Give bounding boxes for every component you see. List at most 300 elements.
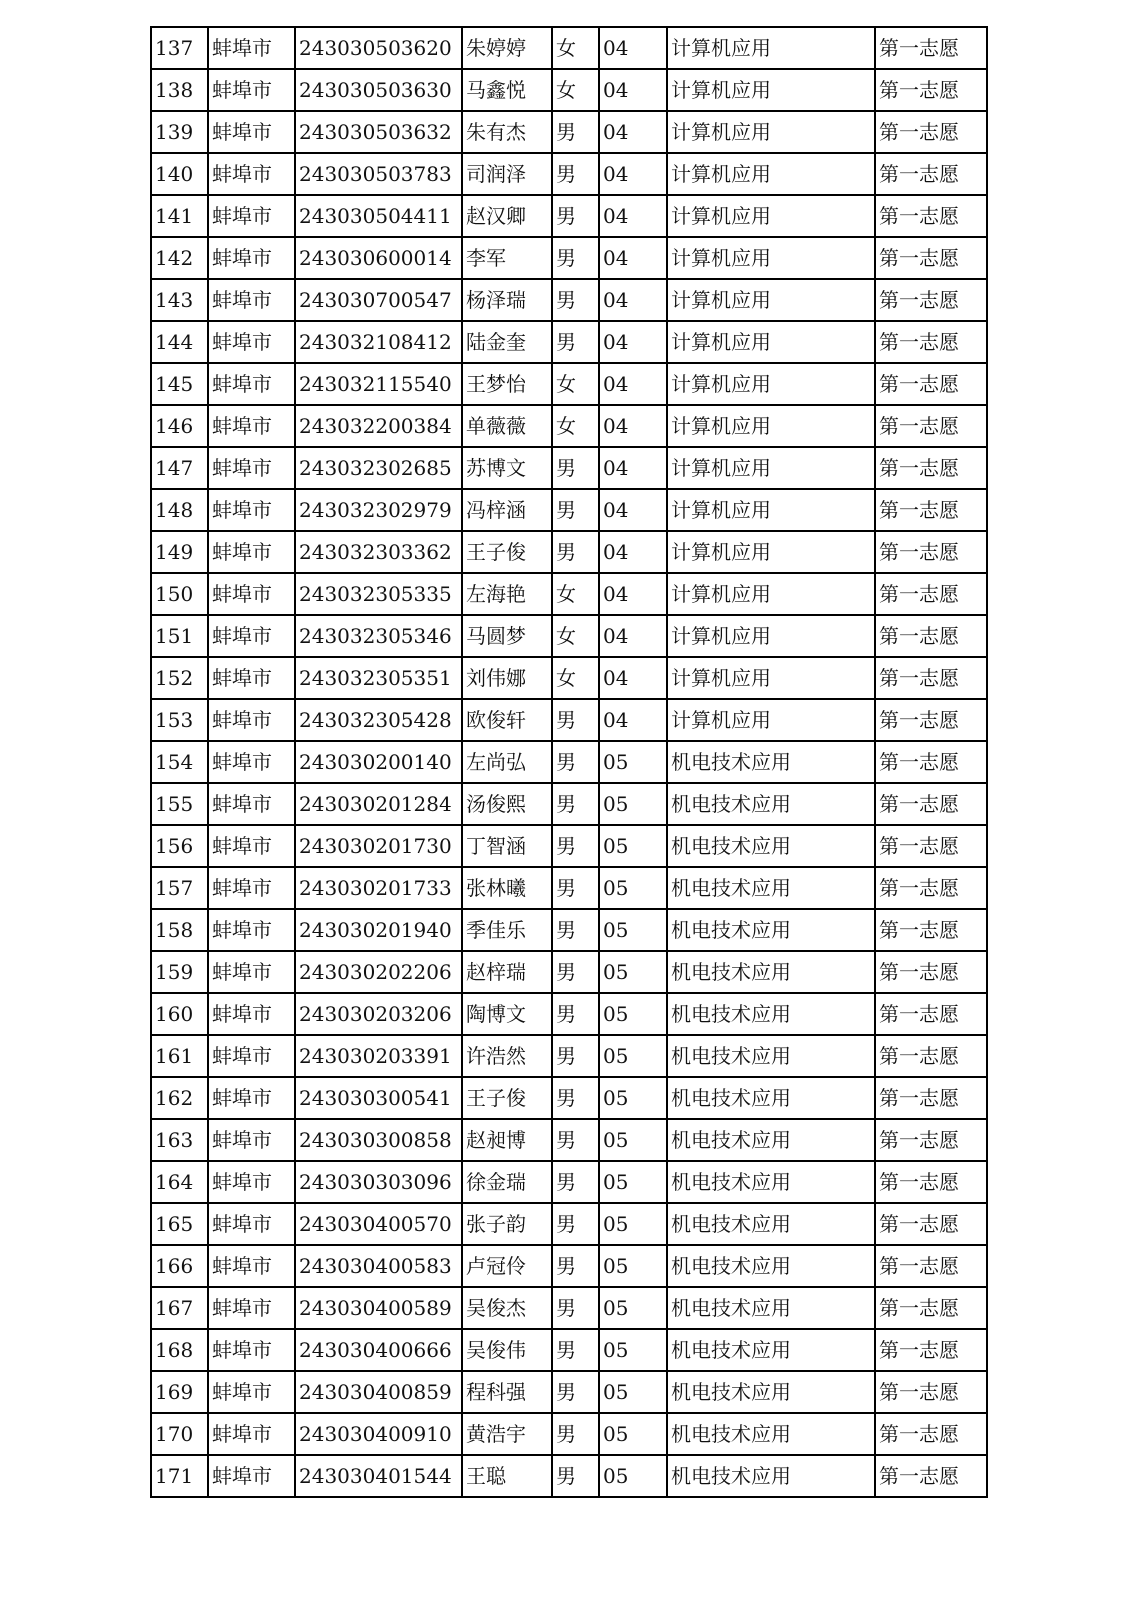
table-row xyxy=(151,153,987,195)
major-code-cell: 05 xyxy=(599,1413,667,1455)
name-cell: 王子俊 xyxy=(462,531,552,573)
city-cell: 蚌埠市 xyxy=(208,615,295,657)
row-number-cell: 148 xyxy=(151,489,208,531)
city-cell: 蚌埠市 xyxy=(208,657,295,699)
major-name-cell: 计算机应用 xyxy=(667,531,875,573)
table-row xyxy=(151,363,987,405)
preference-cell: 第一志愿 xyxy=(875,195,987,237)
major-name-cell: 机电技术应用 xyxy=(667,867,875,909)
preference-cell: 第一志愿 xyxy=(875,1203,987,1245)
major-code-cell: 04 xyxy=(599,531,667,573)
major-name-cell: 机电技术应用 xyxy=(667,1077,875,1119)
name-cell: 赵梓瑞 xyxy=(462,951,552,993)
city-cell: 蚌埠市 xyxy=(208,951,295,993)
major-name-cell: 机电技术应用 xyxy=(667,825,875,867)
name-cell: 吴俊伟 xyxy=(462,1329,552,1371)
major-code-cell: 04 xyxy=(599,657,667,699)
row-number-cell: 144 xyxy=(151,321,208,363)
gender-cell: 男 xyxy=(552,531,599,573)
gender-cell: 男 xyxy=(552,741,599,783)
row-number-cell: 146 xyxy=(151,405,208,447)
exam-id-cell: 243030400910 xyxy=(295,1413,462,1455)
exam-id-cell: 243030201940 xyxy=(295,909,462,951)
gender-cell: 男 xyxy=(552,825,599,867)
major-code-cell: 04 xyxy=(599,237,667,279)
row-number-cell: 157 xyxy=(151,867,208,909)
gender-cell: 男 xyxy=(552,867,599,909)
exam-id-cell: 243030201733 xyxy=(295,867,462,909)
gender-cell: 女 xyxy=(552,27,599,69)
major-name-cell: 机电技术应用 xyxy=(667,783,875,825)
gender-cell: 男 xyxy=(552,153,599,195)
gender-cell: 男 xyxy=(552,993,599,1035)
city-cell: 蚌埠市 xyxy=(208,783,295,825)
city-cell: 蚌埠市 xyxy=(208,363,295,405)
table-row xyxy=(151,993,987,1035)
row-number-cell: 143 xyxy=(151,279,208,321)
table-row xyxy=(151,1161,987,1203)
exam-id-cell: 243030300541 xyxy=(295,1077,462,1119)
name-cell: 张林曦 xyxy=(462,867,552,909)
major-name-cell: 机电技术应用 xyxy=(667,1287,875,1329)
gender-cell: 男 xyxy=(552,1455,599,1497)
row-number-cell: 153 xyxy=(151,699,208,741)
city-cell: 蚌埠市 xyxy=(208,741,295,783)
row-number-cell: 161 xyxy=(151,1035,208,1077)
major-name-cell: 计算机应用 xyxy=(667,699,875,741)
major-name-cell: 计算机应用 xyxy=(667,363,875,405)
table-row xyxy=(151,1077,987,1119)
preference-cell: 第一志愿 xyxy=(875,825,987,867)
table-row xyxy=(151,531,987,573)
table-row xyxy=(151,657,987,699)
major-name-cell: 机电技术应用 xyxy=(667,1203,875,1245)
name-cell: 王聪 xyxy=(462,1455,552,1497)
gender-cell: 男 xyxy=(552,321,599,363)
city-cell: 蚌埠市 xyxy=(208,993,295,1035)
row-number-cell: 164 xyxy=(151,1161,208,1203)
table-row xyxy=(151,1371,987,1413)
name-cell: 朱有杰 xyxy=(462,111,552,153)
row-number-cell: 162 xyxy=(151,1077,208,1119)
table-row xyxy=(151,279,987,321)
row-number-cell: 155 xyxy=(151,783,208,825)
city-cell: 蚌埠市 xyxy=(208,237,295,279)
city-cell: 蚌埠市 xyxy=(208,1245,295,1287)
name-cell: 苏博文 xyxy=(462,447,552,489)
preference-cell: 第一志愿 xyxy=(875,27,987,69)
gender-cell: 男 xyxy=(552,1287,599,1329)
exam-id-cell: 243030503783 xyxy=(295,153,462,195)
exam-id-cell: 243030503632 xyxy=(295,111,462,153)
major-code-cell: 04 xyxy=(599,69,667,111)
name-cell: 卢冠伶 xyxy=(462,1245,552,1287)
city-cell: 蚌埠市 xyxy=(208,279,295,321)
exam-id-cell: 243030202206 xyxy=(295,951,462,993)
major-code-cell: 04 xyxy=(599,321,667,363)
row-number-cell: 167 xyxy=(151,1287,208,1329)
table-row xyxy=(151,405,987,447)
name-cell: 李军 xyxy=(462,237,552,279)
row-number-cell: 171 xyxy=(151,1455,208,1497)
city-cell: 蚌埠市 xyxy=(208,153,295,195)
gender-cell: 男 xyxy=(552,699,599,741)
preference-cell: 第一志愿 xyxy=(875,69,987,111)
major-code-cell: 04 xyxy=(599,489,667,531)
major-name-cell: 机电技术应用 xyxy=(667,993,875,1035)
name-cell: 许浩然 xyxy=(462,1035,552,1077)
major-code-cell: 05 xyxy=(599,993,667,1035)
gender-cell: 男 xyxy=(552,1161,599,1203)
city-cell: 蚌埠市 xyxy=(208,27,295,69)
preference-cell: 第一志愿 xyxy=(875,1455,987,1497)
table-row xyxy=(151,741,987,783)
name-cell: 程科强 xyxy=(462,1371,552,1413)
major-name-cell: 计算机应用 xyxy=(667,321,875,363)
row-number-cell: 151 xyxy=(151,615,208,657)
name-cell: 季佳乐 xyxy=(462,909,552,951)
name-cell: 马圆梦 xyxy=(462,615,552,657)
preference-cell: 第一志愿 xyxy=(875,867,987,909)
major-code-cell: 04 xyxy=(599,615,667,657)
row-number-cell: 168 xyxy=(151,1329,208,1371)
major-name-cell: 机电技术应用 xyxy=(667,951,875,993)
major-name-cell: 机电技术应用 xyxy=(667,1371,875,1413)
major-name-cell: 计算机应用 xyxy=(667,237,875,279)
name-cell: 朱婷婷 xyxy=(462,27,552,69)
row-number-cell: 152 xyxy=(151,657,208,699)
gender-cell: 男 xyxy=(552,1035,599,1077)
major-name-cell: 机电技术应用 xyxy=(667,1161,875,1203)
table-row xyxy=(151,27,987,69)
major-name-cell: 计算机应用 xyxy=(667,615,875,657)
major-code-cell: 04 xyxy=(599,447,667,489)
table-row xyxy=(151,1035,987,1077)
exam-id-cell: 243032303362 xyxy=(295,531,462,573)
city-cell: 蚌埠市 xyxy=(208,405,295,447)
major-code-cell: 05 xyxy=(599,783,667,825)
gender-cell: 男 xyxy=(552,1329,599,1371)
gender-cell: 男 xyxy=(552,447,599,489)
major-name-cell: 计算机应用 xyxy=(667,27,875,69)
name-cell: 单薇薇 xyxy=(462,405,552,447)
gender-cell: 男 xyxy=(552,1413,599,1455)
table-row xyxy=(151,825,987,867)
exam-id-cell: 243030400589 xyxy=(295,1287,462,1329)
exam-id-cell: 243030203391 xyxy=(295,1035,462,1077)
gender-cell: 男 xyxy=(552,1077,599,1119)
exam-id-cell: 243030201730 xyxy=(295,825,462,867)
row-number-cell: 137 xyxy=(151,27,208,69)
gender-cell: 男 xyxy=(552,489,599,531)
preference-cell: 第一志愿 xyxy=(875,1119,987,1161)
name-cell: 王子俊 xyxy=(462,1077,552,1119)
gender-cell: 男 xyxy=(552,909,599,951)
city-cell: 蚌埠市 xyxy=(208,69,295,111)
major-code-cell: 05 xyxy=(599,951,667,993)
row-number-cell: 170 xyxy=(151,1413,208,1455)
row-number-cell: 156 xyxy=(151,825,208,867)
table-row xyxy=(151,1119,987,1161)
exam-id-cell: 243030400859 xyxy=(295,1371,462,1413)
exam-id-cell: 243030700547 xyxy=(295,279,462,321)
exam-id-cell: 243032305335 xyxy=(295,573,462,615)
major-name-cell: 机电技术应用 xyxy=(667,1035,875,1077)
exam-id-cell: 243030200140 xyxy=(295,741,462,783)
exam-id-cell: 243030400666 xyxy=(295,1329,462,1371)
city-cell: 蚌埠市 xyxy=(208,1161,295,1203)
major-code-cell: 05 xyxy=(599,1287,667,1329)
row-number-cell: 149 xyxy=(151,531,208,573)
table-row xyxy=(151,321,987,363)
table-body xyxy=(151,27,987,1497)
name-cell: 汤俊熙 xyxy=(462,783,552,825)
major-name-cell: 计算机应用 xyxy=(667,111,875,153)
name-cell: 陶博文 xyxy=(462,993,552,1035)
gender-cell: 男 xyxy=(552,1371,599,1413)
row-number-cell: 139 xyxy=(151,111,208,153)
name-cell: 陆金奎 xyxy=(462,321,552,363)
major-code-cell: 04 xyxy=(599,405,667,447)
table-row xyxy=(151,573,987,615)
major-name-cell: 机电技术应用 xyxy=(667,1329,875,1371)
row-number-cell: 163 xyxy=(151,1119,208,1161)
city-cell: 蚌埠市 xyxy=(208,1329,295,1371)
table-row xyxy=(151,1287,987,1329)
city-cell: 蚌埠市 xyxy=(208,531,295,573)
major-name-cell: 计算机应用 xyxy=(667,405,875,447)
gender-cell: 男 xyxy=(552,1119,599,1161)
preference-cell: 第一志愿 xyxy=(875,573,987,615)
preference-cell: 第一志愿 xyxy=(875,1287,987,1329)
major-code-cell: 04 xyxy=(599,699,667,741)
table-row xyxy=(151,1329,987,1371)
major-name-cell: 计算机应用 xyxy=(667,279,875,321)
name-cell: 司润泽 xyxy=(462,153,552,195)
major-code-cell: 05 xyxy=(599,1245,667,1287)
major-name-cell: 机电技术应用 xyxy=(667,909,875,951)
table-row xyxy=(151,1203,987,1245)
preference-cell: 第一志愿 xyxy=(875,447,987,489)
city-cell: 蚌埠市 xyxy=(208,573,295,615)
exam-id-cell: 243030503630 xyxy=(295,69,462,111)
major-code-cell: 05 xyxy=(599,1035,667,1077)
major-code-cell: 04 xyxy=(599,573,667,615)
gender-cell: 女 xyxy=(552,405,599,447)
exam-id-cell: 243032108412 xyxy=(295,321,462,363)
table-row xyxy=(151,69,987,111)
exam-id-cell: 243030400570 xyxy=(295,1203,462,1245)
major-name-cell: 机电技术应用 xyxy=(667,1119,875,1161)
table-row xyxy=(151,111,987,153)
exam-id-cell: 243032305428 xyxy=(295,699,462,741)
table-row xyxy=(151,699,987,741)
exam-id-cell: 243032305351 xyxy=(295,657,462,699)
row-number-cell: 165 xyxy=(151,1203,208,1245)
gender-cell: 男 xyxy=(552,111,599,153)
name-cell: 赵昶博 xyxy=(462,1119,552,1161)
preference-cell: 第一志愿 xyxy=(875,1413,987,1455)
preference-cell: 第一志愿 xyxy=(875,1329,987,1371)
major-code-cell: 05 xyxy=(599,1203,667,1245)
preference-cell: 第一志愿 xyxy=(875,1077,987,1119)
exam-id-cell: 243030400583 xyxy=(295,1245,462,1287)
major-code-cell: 05 xyxy=(599,1077,667,1119)
major-code-cell: 05 xyxy=(599,1329,667,1371)
table-row xyxy=(151,195,987,237)
row-number-cell: 166 xyxy=(151,1245,208,1287)
major-name-cell: 机电技术应用 xyxy=(667,741,875,783)
exam-id-cell: 243032200384 xyxy=(295,405,462,447)
major-code-cell: 05 xyxy=(599,741,667,783)
table-row xyxy=(151,447,987,489)
exam-id-cell: 243030503620 xyxy=(295,27,462,69)
row-number-cell: 138 xyxy=(151,69,208,111)
name-cell: 徐金瑞 xyxy=(462,1161,552,1203)
row-number-cell: 147 xyxy=(151,447,208,489)
preference-cell: 第一志愿 xyxy=(875,951,987,993)
name-cell: 张子韵 xyxy=(462,1203,552,1245)
major-code-cell: 05 xyxy=(599,867,667,909)
major-name-cell: 计算机应用 xyxy=(667,657,875,699)
admission-list-table xyxy=(150,26,988,1498)
preference-cell: 第一志愿 xyxy=(875,153,987,195)
gender-cell: 男 xyxy=(552,1245,599,1287)
city-cell: 蚌埠市 xyxy=(208,1455,295,1497)
major-code-cell: 04 xyxy=(599,27,667,69)
name-cell: 丁智涵 xyxy=(462,825,552,867)
preference-cell: 第一志愿 xyxy=(875,699,987,741)
preference-cell: 第一志愿 xyxy=(875,405,987,447)
major-name-cell: 机电技术应用 xyxy=(667,1245,875,1287)
exam-id-cell: 243030203206 xyxy=(295,993,462,1035)
table-row xyxy=(151,1455,987,1497)
major-name-cell: 机电技术应用 xyxy=(667,1455,875,1497)
row-number-cell: 169 xyxy=(151,1371,208,1413)
exam-id-cell: 243030303096 xyxy=(295,1161,462,1203)
major-code-cell: 05 xyxy=(599,825,667,867)
name-cell: 杨泽瑞 xyxy=(462,279,552,321)
preference-cell: 第一志愿 xyxy=(875,741,987,783)
exam-id-cell: 243030201284 xyxy=(295,783,462,825)
table-row xyxy=(151,489,987,531)
preference-cell: 第一志愿 xyxy=(875,909,987,951)
preference-cell: 第一志愿 xyxy=(875,237,987,279)
major-code-cell: 05 xyxy=(599,1371,667,1413)
major-code-cell: 04 xyxy=(599,195,667,237)
preference-cell: 第一志愿 xyxy=(875,363,987,405)
major-code-cell: 05 xyxy=(599,1455,667,1497)
preference-cell: 第一志愿 xyxy=(875,993,987,1035)
city-cell: 蚌埠市 xyxy=(208,1203,295,1245)
preference-cell: 第一志愿 xyxy=(875,1035,987,1077)
major-name-cell: 机电技术应用 xyxy=(667,1413,875,1455)
row-number-cell: 158 xyxy=(151,909,208,951)
city-cell: 蚌埠市 xyxy=(208,699,295,741)
gender-cell: 男 xyxy=(552,195,599,237)
exam-id-cell: 243032305346 xyxy=(295,615,462,657)
major-code-cell: 04 xyxy=(599,279,667,321)
exam-id-cell: 243030600014 xyxy=(295,237,462,279)
major-code-cell: 04 xyxy=(599,153,667,195)
table-row xyxy=(151,1245,987,1287)
name-cell: 左海艳 xyxy=(462,573,552,615)
name-cell: 冯梓涵 xyxy=(462,489,552,531)
name-cell: 马鑫悦 xyxy=(462,69,552,111)
gender-cell: 女 xyxy=(552,363,599,405)
exam-id-cell: 243032302685 xyxy=(295,447,462,489)
major-name-cell: 计算机应用 xyxy=(667,153,875,195)
major-name-cell: 计算机应用 xyxy=(667,489,875,531)
city-cell: 蚌埠市 xyxy=(208,195,295,237)
row-number-cell: 142 xyxy=(151,237,208,279)
row-number-cell: 150 xyxy=(151,573,208,615)
preference-cell: 第一志愿 xyxy=(875,615,987,657)
row-number-cell: 154 xyxy=(151,741,208,783)
major-code-cell: 05 xyxy=(599,1119,667,1161)
table-row xyxy=(151,615,987,657)
preference-cell: 第一志愿 xyxy=(875,321,987,363)
exam-id-cell: 243030300858 xyxy=(295,1119,462,1161)
preference-cell: 第一志愿 xyxy=(875,783,987,825)
major-name-cell: 计算机应用 xyxy=(667,447,875,489)
city-cell: 蚌埠市 xyxy=(208,1119,295,1161)
city-cell: 蚌埠市 xyxy=(208,1077,295,1119)
city-cell: 蚌埠市 xyxy=(208,1035,295,1077)
city-cell: 蚌埠市 xyxy=(208,867,295,909)
exam-id-cell: 243032302979 xyxy=(295,489,462,531)
city-cell: 蚌埠市 xyxy=(208,825,295,867)
major-code-cell: 04 xyxy=(599,111,667,153)
preference-cell: 第一志愿 xyxy=(875,1161,987,1203)
preference-cell: 第一志愿 xyxy=(875,489,987,531)
city-cell: 蚌埠市 xyxy=(208,447,295,489)
row-number-cell: 160 xyxy=(151,993,208,1035)
table-row xyxy=(151,1413,987,1455)
name-cell: 吴俊杰 xyxy=(462,1287,552,1329)
name-cell: 王梦怡 xyxy=(462,363,552,405)
table-row xyxy=(151,237,987,279)
row-number-cell: 141 xyxy=(151,195,208,237)
table-row xyxy=(151,783,987,825)
preference-cell: 第一志愿 xyxy=(875,1371,987,1413)
gender-cell: 女 xyxy=(552,69,599,111)
name-cell: 赵汉卿 xyxy=(462,195,552,237)
preference-cell: 第一志愿 xyxy=(875,657,987,699)
city-cell: 蚌埠市 xyxy=(208,489,295,531)
exam-id-cell: 243030504411 xyxy=(295,195,462,237)
city-cell: 蚌埠市 xyxy=(208,321,295,363)
city-cell: 蚌埠市 xyxy=(208,111,295,153)
table-row xyxy=(151,909,987,951)
gender-cell: 男 xyxy=(552,951,599,993)
city-cell: 蚌埠市 xyxy=(208,1413,295,1455)
city-cell: 蚌埠市 xyxy=(208,1287,295,1329)
preference-cell: 第一志愿 xyxy=(875,279,987,321)
major-code-cell: 05 xyxy=(599,909,667,951)
table-row xyxy=(151,867,987,909)
name-cell: 刘伟娜 xyxy=(462,657,552,699)
gender-cell: 男 xyxy=(552,237,599,279)
table-row xyxy=(151,951,987,993)
gender-cell: 女 xyxy=(552,657,599,699)
row-number-cell: 145 xyxy=(151,363,208,405)
gender-cell: 男 xyxy=(552,279,599,321)
row-number-cell: 140 xyxy=(151,153,208,195)
city-cell: 蚌埠市 xyxy=(208,1371,295,1413)
exam-id-cell: 243030401544 xyxy=(295,1455,462,1497)
major-code-cell: 04 xyxy=(599,363,667,405)
